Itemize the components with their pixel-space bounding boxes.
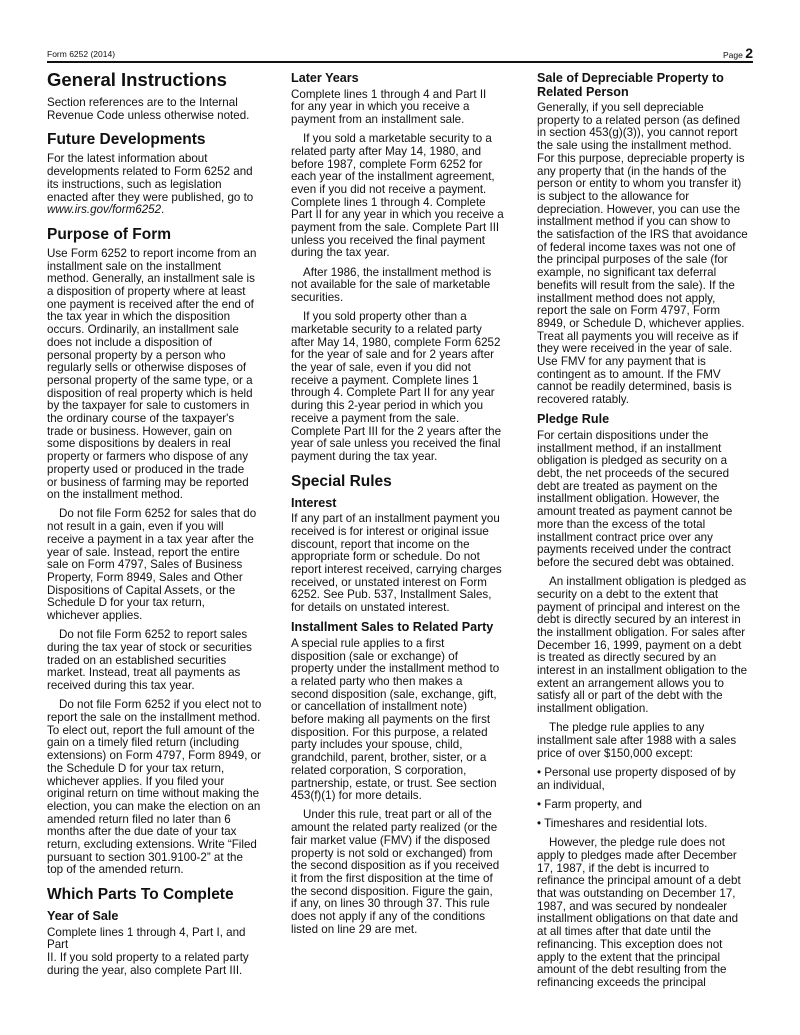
bullet-item: • Personal use property disposed of by an individual,	[537, 765, 736, 792]
paragraph: Do not file Form 6252 for sales that do not result in a gain, even if you will receive a payment in a tax year after the year of sale. Instead, report the entire sale on Form 4797, Sales of Business Property, Form 8949, Sales and Other Dispositions of Capital Assets, or the Schedule D for your tax return, whichever applies.	[47, 507, 257, 623]
irs-link[interactable]: www.irs.gov/form6252	[47, 203, 162, 217]
paragraph: A special rule applies to a first disposition (sale or exchange) of property under the installment method to a related party who then makes a second disposition (sale, exchange, gift, or cancellation of installment note) before making all payments on the first disposition. For this purpose, a related party includes your spouse, child, grandchild, parent, brother, sister, or a related corporation, S corporation, partnership, estate, or trust. See section 453(f)(1) for more details.	[291, 636, 500, 803]
subsection-heading: Interest	[291, 495, 337, 510]
subsection-heading: Installment Sales to Related Party	[291, 620, 494, 635]
paragraph: Do not file Form 6252 to report sales during the tax year of stock or securities traded on an established securities market. Instead, treat all payments as received during this tax year.	[47, 628, 252, 693]
paragraph: Under this rule, treat part or all of the amount the related party realized (or the fair market value (FMV) if the disposed property is not sold or exchanged) from the second disposition as if you received it from the first disposition at the time of the second disposition. Figure the gain, if any, on lines 30 through 37. This rule does not apply if any of the conditions listed on line 29 are met.	[291, 808, 500, 936]
paragraph: If you sold property other than a marketable security to a related party after May 14, 1980, complete Form 6252 for the year of sale and for 2 years after the year of sale, even if you did not receive a payment. Complete lines 1 through 4. Complete Part II for any year during this 2-year period in which you receive a payment from the sale. Complete Part III for the 2 years after the year of sale unless you received the final payment during the tax year.	[291, 310, 502, 463]
paragraph: For the latest information about developments related to Form 6252 and its instructions, such as legislation enacted after they were published, go to www.irs.gov/form6252.	[47, 152, 254, 217]
header-rule	[47, 61, 753, 63]
section-heading: Purpose of Form	[47, 225, 172, 243]
section-title: General Instructions	[47, 69, 227, 90]
page-number-value: 2	[745, 45, 753, 61]
paragraph: However, the pledge rule does not apply to pledges made after December 17, 1987, if the debt is incurred to refinance the principal amount of a debt that was outstanding on December 17, 1987, and was secured by nondealer installment obligations on that date and at all times after that date until the refinancing. This exception does not apply to the extent that the principal amount of the debt resulting from the refinancing exceeds the principal	[537, 836, 741, 989]
paragraph: After 1986, the installment method is not available for the sale of marketable securities.	[291, 265, 492, 305]
paragraph: Use Form 6252 to report income from an installment sale on the installment method. Generally, an installment sale is a disposition of property where at least one payment is received after the end of the tax year in which the disposition occurs. Ordinarily, an installment sale does not include a disposition of personal property by a person who regularly sells or otherwise disposes of personal property of the same type, or a disposition of real property which is held by the taxpayer for sale to customers in the ordinary course of the taxpayer's trade or business. However, gain on some dispositions by dealers in real property or farmers who dispose of any property used or produced in the trade or business of farming may be reported on the installment method.	[47, 246, 257, 502]
bullet-item: • Timeshares and residential lots.	[537, 817, 708, 831]
subsection-heading: Sale of Depreciable Property to Related Person	[537, 71, 724, 99]
paragraph: Complete lines 1 through 4 and Part II for any year in which you receive a payment from an installment sale.	[291, 87, 487, 126]
paragraph: Generally, if you sell depreciable property to a related person (as defined in section 453(g)(3)), you cannot report the sale using the installment method. For this purpose, depreciable property is any property that (in the hands of the person or entity to whom you transfer it) is subject to the allowance for depreciation. However, you can use the installment method if you can show to the satisfaction of the IRS that avoidance of federal income taxes was not one of the principal purposes of the sale (for example, no significant tax deferral benefits will result from the sale). If the installment method does not apply, report the sale on Form 4797, Form 8949, or Schedule D, whichever applies. Treat all payments you will receive as if they were received in the year of sale. Use FMV for any payment that is contingent as to amount. If the FMV cannot be readily determined, basis is recovered ratably.	[537, 101, 748, 407]
paragraph: An installment obligation is pledged as security on a debt to the extent that payment of principal and interest on the debt is directly secured by an interest in the installment obligation. For sales after December 16, 1999, payment on a debt is treated as directly secured by an interest in an installment obligation to the extent an arrangement allows you to satisfy all or part of the debt with the installment obligation.	[537, 575, 748, 716]
page-number	[723, 45, 753, 61]
form-identifier: Form 6252 (2014)	[47, 49, 116, 59]
subsection-heading: Later Years	[291, 71, 359, 85]
section-heading: Special Rules	[291, 472, 392, 490]
paragraph: Do not file Form 6252 if you elect not to report the sale on the installment method. To elect out, report the full amount of the gain on a timely filed return (including extensions) on Form 4797, Form 8949, or the Schedule D for your tax return, whichever applies. If you filed your original return on time without making the election, you can make the election on an amended return filed no later than 6 months after the due date of your tax return, excluding extensions. Write “Filed pursuant to section 301.9100-2” at the top of the amended return.	[47, 698, 262, 877]
section-heading: Future Developments	[47, 131, 206, 149]
subsection-heading: Pledge Rule	[537, 412, 610, 427]
paragraph: If you sold a marketable security to a related party after May 14, 1980, and before 1987, complete Form 6252 for each year of the installment agreement, even if you did not receive a payment. Complete lines 1 through 4. Complete Part II for any year in which you receive a payment from the sale. Complete Part III unless you received the final payment during the tax year.	[291, 132, 504, 260]
paragraph: Complete lines 1 through 4, Part I, and Part II. If you sold property to a related party during the year, also complete Part III.	[47, 925, 249, 977]
subsection-heading: Year of Sale	[47, 909, 119, 924]
paragraph: If any part of an installment payment you received is for interest or original issue discount, report that income on the appropriate form or schedule. Do not report interest received, carrying charges received, or unstated interest on Form 6252. See Pub. 537, Installment Sales, for details on unstated interest.	[291, 512, 502, 615]
page-label: Page	[722, 50, 743, 60]
paragraph: The pledge rule applies to any installment sale after 1988 with a sales price of over $150,000 except:	[537, 721, 737, 760]
column-right	[537, 66, 755, 996]
section-heading: Which Parts To Complete	[47, 886, 234, 904]
bullet-item: • Farm property, and	[537, 797, 643, 811]
column-middle	[291, 66, 509, 943]
paragraph: Section references are to the Internal Revenue Code unless otherwise noted.	[47, 96, 250, 122]
paragraph: For certain dispositions under the installment method, if an installment obligation is pledged as security on a debt, the net proceeds of the secured debt are treated as payment on the installment obligation. However, the amount treated as payment cannot be more than the excess of the total installment contract price over any payments received under the contract before the secured debt was obtained.	[537, 428, 735, 569]
column-left	[47, 66, 265, 984]
